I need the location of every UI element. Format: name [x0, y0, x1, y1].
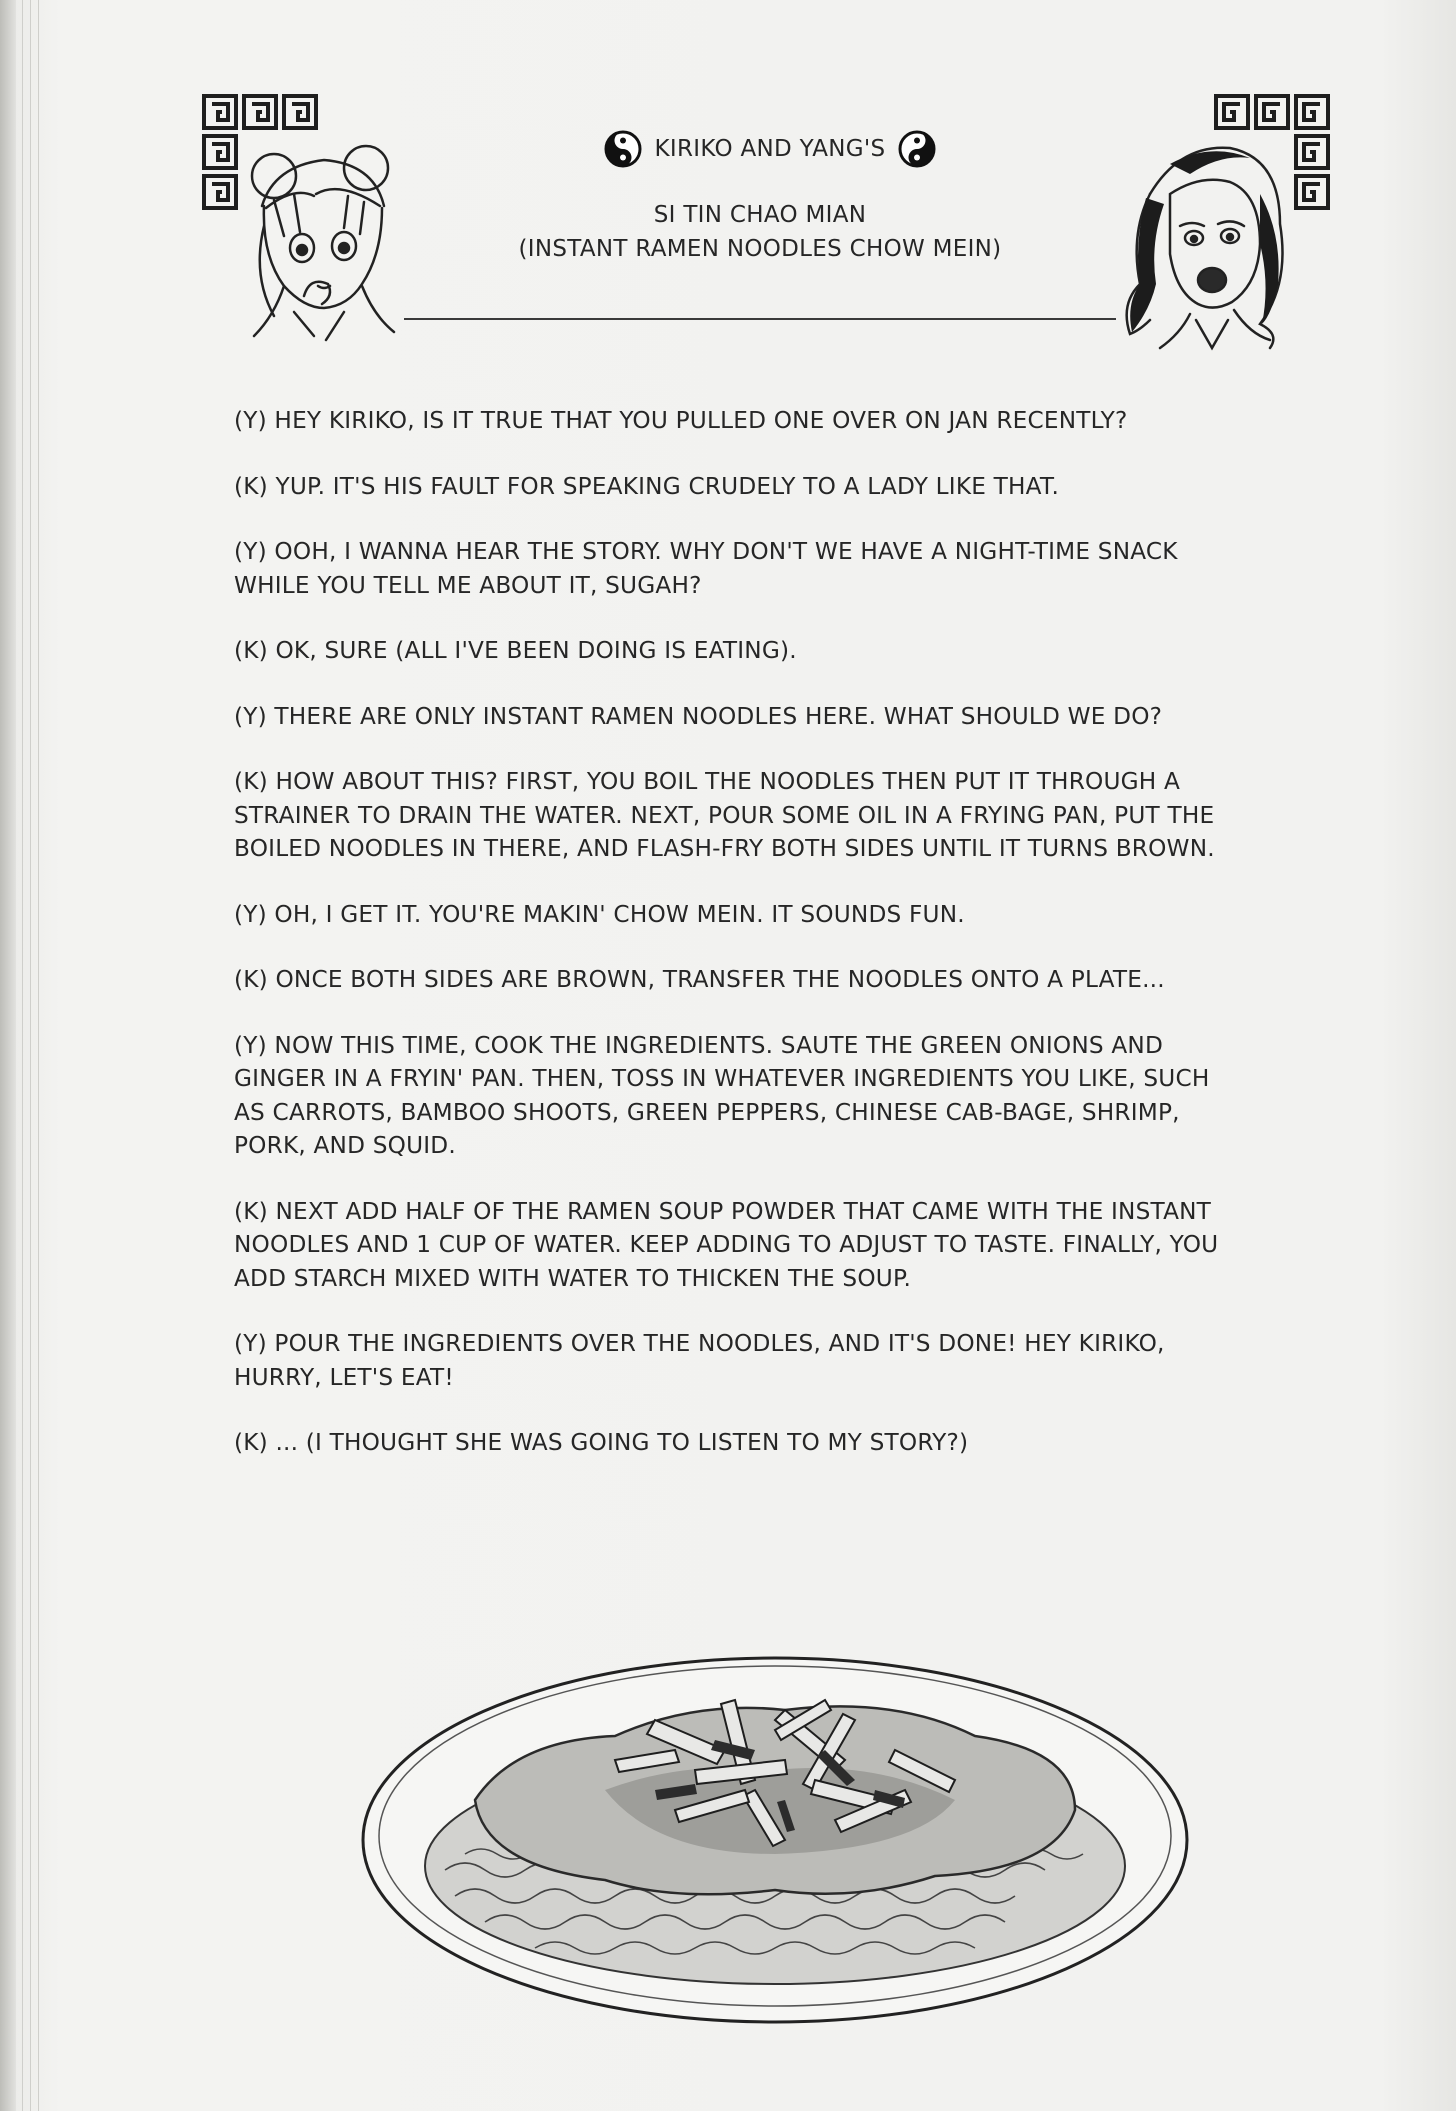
- dialogue-line: (K) OK, SURE (ALL I'VE BEEN DOING IS EATING).: [234, 637, 797, 664]
- page-edge-line: [22, 0, 23, 2111]
- recipe-header: [560, 124, 980, 174]
- dialogue-line: (K) NEXT ADD HALF OF THE RAMEN SOUP POWDER THAT CAME WITH THE INSTANT NOODLES AND 1 CUP OF WATER. KEEP ADDING TO ADJUST TO TASTE. FINALLY, YOU ADD STARCH MIXED WITH WATER TO THICKEN THE SOUP.: [234, 1197, 1219, 1292]
- dialogue-line: (Y) OOH, I WANNA HEAR THE STORY. WHY DON'T WE HAVE A NIGHT-TIME SNACK WHILE YOU TELL ME ABOUT IT, SUGAH?: [234, 538, 1178, 599]
- dialogue-line: (Y) OH, I GET IT. YOU'RE MAKIN' CHOW MEIN. IT SOUNDS FUN.: [234, 900, 965, 928]
- dialogue-line: (K) YUP. IT'S HIS FAULT FOR SPEAKING CRUDELY TO A LADY LIKE THAT.: [234, 472, 1060, 500]
- chow-mein-plate-illustration: [355, 1640, 1195, 2044]
- yin-yang-icon: [897, 129, 937, 169]
- header-divider: [404, 318, 1116, 320]
- yin-yang-icon: [603, 129, 643, 169]
- page-edge-line: [30, 0, 31, 2111]
- dialogue-line: (Y) NOW THIS TIME, COOK THE INGREDIENTS. SAUTE THE GREEN ONIONS AND GINGER IN A FRYIN' PAN. THEN, TOSS IN WHATEVER INGREDIENTS YOU LIKE, SUCH AS CARROTS, BAMBOO SHOOTS, GREEN PEPPERS, CHINESE CAB-BAGE, SHRIMP, PORK, AND SQUID.: [234, 1031, 1210, 1159]
- recipe-dialogue: [234, 404, 1244, 1492]
- recipe-series-title: KIRIKO AND YANG'S: [654, 136, 886, 162]
- page-edge-line: [38, 0, 39, 2111]
- dish-subtitle: (INSTANT RAMEN NOODLES CHOW MEIN): [518, 236, 1002, 262]
- dialogue-line: (K) HOW ABOUT THIS? FIRST, YOU BOIL THE NOODLES THEN PUT IT THROUGH A STRAINER TO DRAIN THE WATER. NEXT, POUR SOME OIL IN A FRYING PAN, PUT THE BOILED NOODLES IN THERE, AND FLASH-FRY BOTH SIDES UNTIL IT TURNS BROWN.: [234, 768, 1215, 862]
- dialogue-line: (Y) HEY KIRIKO, IS IT TRUE THAT YOU PULLED ONE OVER ON JAN RECENTLY?: [234, 407, 1128, 434]
- dialogue-line: (K) ONCE BOTH SIDES ARE BROWN, TRANSFER THE NOODLES ONTO A PLATE...: [234, 966, 1165, 993]
- dialogue-line: (Y) POUR THE INGREDIENTS OVER THE NOODLES, AND IT'S DONE! HEY KIRIKO, HURRY, LET'S EAT!: [234, 1330, 1165, 1391]
- dish-name: SI TIN CHAO MIAN: [653, 202, 867, 228]
- dialogue-line: (Y) THERE ARE ONLY INSTANT RAMEN NOODLES HERE. WHAT SHOULD WE DO?: [234, 702, 1163, 730]
- dialogue-line: (K) ... (I THOUGHT SHE WAS GOING TO LISTEN TO MY STORY?): [234, 1429, 969, 1456]
- book-spine-shadow: [0, 0, 16, 2111]
